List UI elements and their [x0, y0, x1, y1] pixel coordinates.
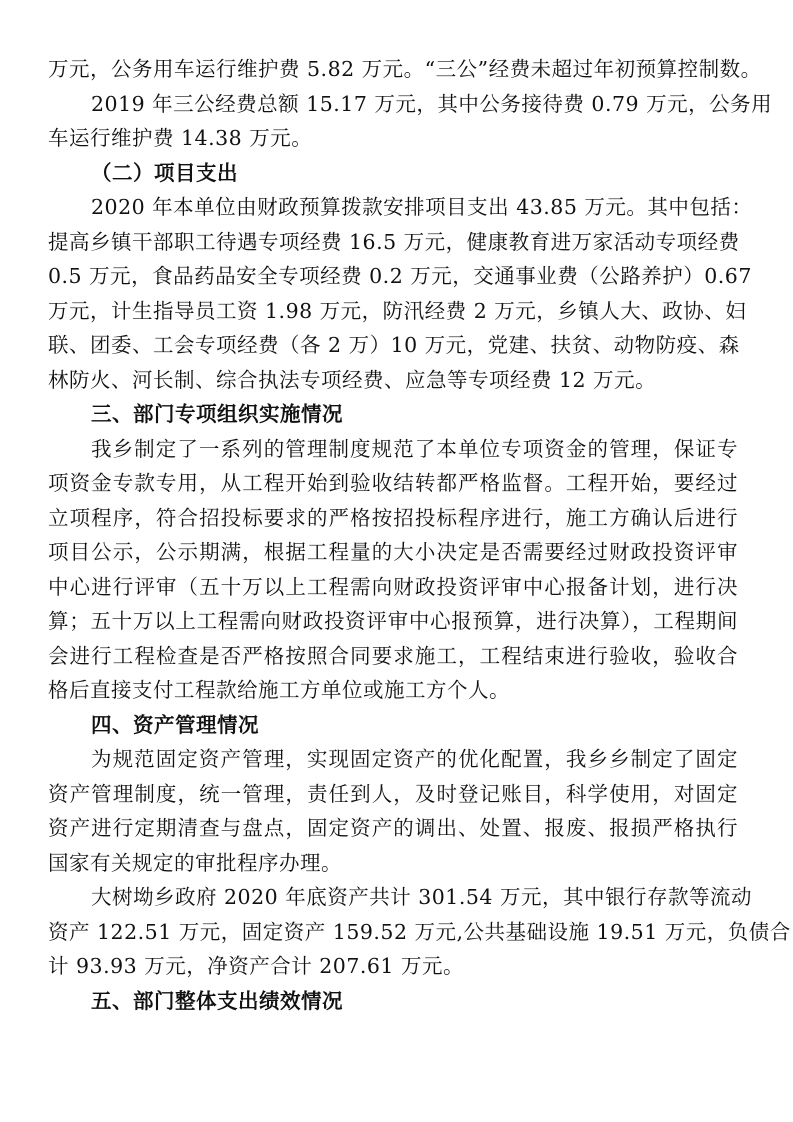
text-line: 联、团委、工会专项经费（各 2 万）10 万元，党建、扶贫、动物防疫、森 [48, 333, 740, 357]
text-line: 资产 122.51 万元，固定资产 159.52 万元,公共基础设施 19.51 万元，负债合 [48, 919, 791, 944]
text-line: 大树坳乡政府 2020 年底资产共计 301.54 万元，其中银行存款等流动 [91, 885, 752, 909]
text-line: 2019 年三公经费总额 15.17 万元，其中公务接待费 0.79 万元，公务用 [91, 91, 773, 116]
text-line: 2020 年本单位由财政预算拨款安排项目支出 43.85 万元。其中包括： [91, 195, 753, 219]
section-heading-overall-performance: 五、部门整体支出绩效情况 [91, 988, 343, 1013]
text-line: 中心进行评审（五十万以上工程需向财政投资评审中心报备计划，进行决 [48, 574, 738, 599]
text-line: 0.5 万元，食品药品安全专项经费 0.2 万元，交通事业费（公路养护）0.67 [48, 264, 752, 288]
text-line: 资产管理制度，统一管理，责任到人，及时登记账目，科学使用，对固定 [48, 781, 738, 806]
text-line: 为规范固定资产管理，实现固定资产的优化配置，我乡乡制定了固定 [91, 747, 738, 771]
text-line: 万元，公务用车运行维护费 5.82 万元。“三公”经费未超过年初预算控制数。 [48, 57, 762, 81]
text-line: 提高乡镇干部职工待遇专项经费 16.5 万元，健康教育进万家活动专项经费 [48, 229, 740, 254]
text-line: 我乡制定了一系列的管理制度规范了本单位专项资金的管理，保证专 [91, 436, 738, 461]
text-line: 万元，计生指导员工资 1.98 万元，防汛经费 2 万元，乡镇人大、政协、妇 [48, 298, 747, 323]
text-line: 算；五十万以上工程需向财政投资评审中心报预算，进行决算），工程期间 [48, 609, 738, 633]
section-heading-project-expenses: （二）项目支出 [91, 160, 238, 185]
section-heading-special-projects: 三、部门专项组织实施情况 [91, 402, 343, 426]
text-line: 车运行维护费 14.38 万元。 [48, 126, 313, 150]
text-line: 国家有关规定的审批程序办理。 [48, 850, 342, 875]
text-line: 资产进行定期清查与盘点，固定资产的调出、处置、报废、报损严格执行 [48, 816, 738, 840]
text-line: 会进行工程检查是否严格按照合同要求施工，工程结束进行验收，验收合 [48, 643, 738, 668]
text-line: 项目公示，公示期满，根据工程量的大小决定是否需要经过财政投资评审 [48, 540, 738, 564]
document-page [48, 52, 791, 1018]
paragraph-asset-management [48, 742, 738, 880]
text-line: 林防火、河长制、综合执法专项经费、应急等专项经费 12 万元。 [48, 367, 657, 392]
text-line: 立项程序，符合招投标要求的严格按招投标程序进行，施工方确认后进行 [48, 505, 738, 530]
paragraph-asset-totals [48, 880, 791, 984]
text-line: 项资金专款专用，从工程开始到验收结转都严格监督。工程开始，要经过 [48, 471, 738, 495]
section-heading-asset-management: 四、资产管理情况 [91, 712, 259, 737]
text-line: 格后直接支付工程款给施工方单位或施工方个人。 [48, 678, 510, 702]
text-line: 计 93.93 万元，净资产合计 207.61 万元。 [48, 954, 464, 978]
paragraph-san-gong-continuation [48, 52, 762, 87]
paragraph-project-expenses [48, 190, 753, 397]
paragraph-2019-san-gong [48, 87, 773, 156]
paragraph-special-projects [48, 432, 738, 708]
